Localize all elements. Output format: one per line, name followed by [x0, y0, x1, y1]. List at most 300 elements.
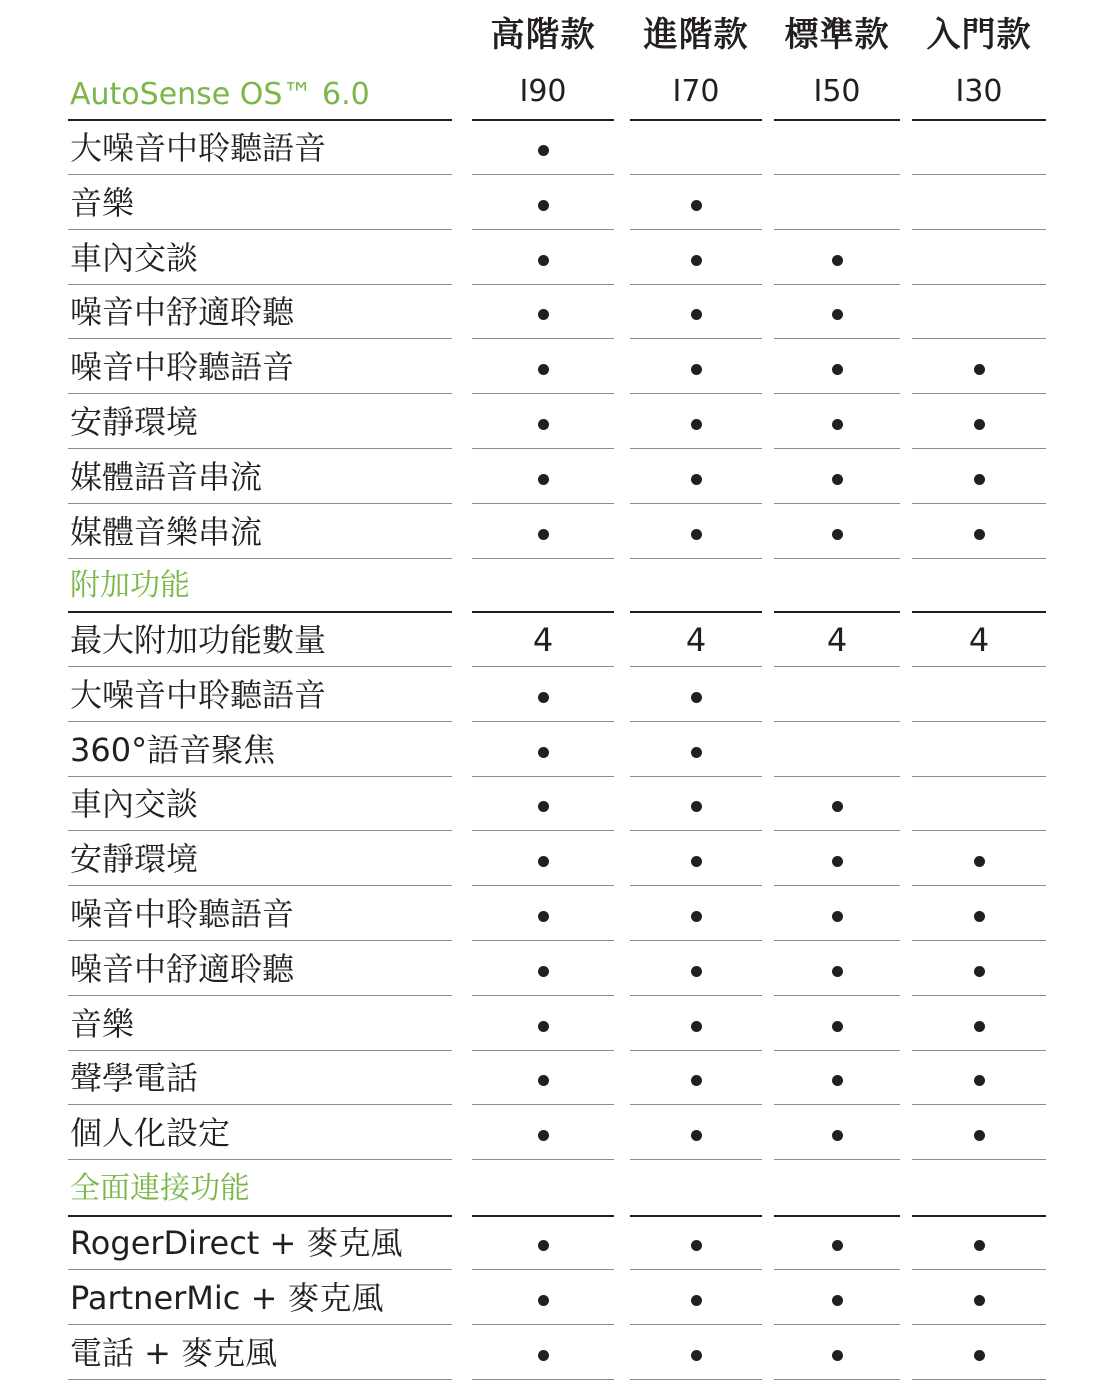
feature-cell — [939, 839, 1019, 879]
row-divider — [774, 503, 900, 504]
row-divider — [912, 666, 1046, 667]
availability-dot — [832, 364, 843, 375]
feature-label: 噪音中聆聽語音 — [70, 895, 295, 933]
availability-dot — [974, 529, 985, 540]
availability-dot — [538, 1021, 549, 1032]
row-divider — [68, 503, 452, 504]
section-title: AutoSense OS™ 6.0 — [70, 77, 370, 112]
tier-label: 進階款 — [643, 15, 749, 55]
row-divider — [472, 393, 614, 394]
feature-cell — [797, 675, 877, 715]
availability-dot — [832, 1350, 843, 1361]
row-divider — [774, 940, 900, 941]
row-divider — [472, 1050, 614, 1051]
availability-dot — [832, 1130, 843, 1141]
feature-cell — [939, 784, 1019, 824]
row-divider — [774, 666, 900, 667]
row-divider — [68, 119, 452, 121]
row-divider — [774, 611, 900, 613]
row-divider — [774, 119, 900, 121]
feature-cell — [797, 1113, 877, 1153]
feature-cell — [797, 402, 877, 442]
row-divider — [912, 119, 1046, 121]
feature-cell — [503, 347, 583, 387]
row-divider — [472, 558, 614, 559]
feature-cell — [797, 1333, 877, 1373]
row-divider — [630, 558, 762, 559]
row-divider — [912, 229, 1046, 230]
feature-cell — [656, 730, 736, 770]
row-divider — [912, 721, 1046, 722]
availability-dot — [691, 692, 702, 703]
row-divider — [774, 174, 900, 175]
row-divider — [68, 611, 452, 613]
row-divider — [774, 1050, 900, 1051]
availability-dot — [832, 1295, 843, 1306]
row-divider — [68, 721, 452, 722]
availability-dot — [832, 529, 843, 540]
row-divider — [68, 1159, 452, 1160]
feature-cell — [797, 183, 877, 223]
feature-cell — [503, 183, 583, 223]
feature-cell — [503, 1113, 583, 1153]
feature-cell — [939, 1058, 1019, 1098]
availability-dot — [691, 529, 702, 540]
availability-dot — [974, 1295, 985, 1306]
row-divider — [472, 284, 614, 285]
feature-cell — [656, 1333, 736, 1373]
row-divider — [630, 1104, 762, 1105]
availability-dot — [691, 856, 702, 867]
feature-cell — [939, 894, 1019, 934]
row-divider — [472, 776, 614, 777]
feature-cell — [656, 675, 736, 715]
row-divider — [472, 611, 614, 613]
availability-dot — [974, 1240, 985, 1251]
row-divider — [912, 558, 1046, 559]
row-divider — [472, 174, 614, 175]
row-divider — [630, 611, 762, 613]
feature-cell — [797, 730, 877, 770]
availability-dot — [832, 801, 843, 812]
availability-dot — [538, 966, 549, 977]
feature-cell — [656, 1058, 736, 1098]
feature-label: 電話 + 麥克風 — [70, 1334, 278, 1372]
feature-cell — [656, 784, 736, 824]
row-divider — [912, 338, 1046, 339]
row-divider — [912, 940, 1046, 941]
row-divider — [630, 666, 762, 667]
availability-dot — [538, 1350, 549, 1361]
row-divider — [630, 338, 762, 339]
row-divider — [68, 1215, 452, 1217]
availability-dot — [691, 1021, 702, 1032]
feature-label: 媒體語音串流 — [70, 458, 263, 496]
row-divider — [68, 229, 452, 230]
feature-cell — [939, 1004, 1019, 1044]
tier-label: 入門款 — [926, 15, 1032, 55]
feature-cell — [503, 402, 583, 442]
row-divider — [774, 1159, 900, 1160]
section-title: 全面連接功能 — [70, 1171, 250, 1206]
feature-cell — [939, 183, 1019, 223]
availability-dot — [538, 801, 549, 812]
feature-cell — [797, 1278, 877, 1318]
availability-dot — [691, 747, 702, 758]
feature-cell — [939, 1223, 1019, 1263]
availability-dot — [691, 1295, 702, 1306]
feature-label: 媒體音樂串流 — [70, 513, 263, 551]
row-divider — [472, 229, 614, 230]
row-divider — [68, 284, 452, 285]
row-divider — [472, 721, 614, 722]
availability-dot — [538, 419, 549, 430]
row-divider — [472, 830, 614, 831]
row-divider — [774, 1104, 900, 1105]
row-divider — [472, 1104, 614, 1105]
feature-cell — [939, 347, 1019, 387]
feature-cell — [656, 1113, 736, 1153]
row-divider — [68, 1269, 452, 1270]
availability-dot — [832, 1021, 843, 1032]
availability-dot — [974, 1350, 985, 1361]
availability-dot — [832, 309, 843, 320]
row-divider — [774, 448, 900, 449]
row-divider — [68, 393, 452, 394]
availability-dot — [538, 1240, 549, 1251]
tier-label: 高階款 — [490, 15, 596, 55]
availability-dot — [538, 529, 549, 540]
feature-cell — [797, 292, 877, 332]
row-divider — [912, 830, 1046, 831]
feature-cell — [503, 894, 583, 934]
row-divider — [774, 776, 900, 777]
feature-cell — [503, 1333, 583, 1373]
row-divider — [472, 1269, 614, 1270]
row-divider — [774, 885, 900, 886]
row-divider — [68, 776, 452, 777]
feature-label: 安靜環境 — [70, 840, 199, 878]
row-divider — [630, 1324, 762, 1325]
feature-label: 噪音中聆聽語音 — [70, 348, 295, 386]
row-divider — [472, 1324, 614, 1325]
availability-dot — [691, 1240, 702, 1251]
row-divider — [630, 284, 762, 285]
feature-cell — [656, 347, 736, 387]
availability-dot — [538, 856, 549, 867]
feature-cell — [656, 292, 736, 332]
availability-dot — [691, 1075, 702, 1086]
row-divider — [68, 885, 452, 886]
availability-dot — [538, 309, 549, 320]
row-divider — [774, 1324, 900, 1325]
row-divider — [774, 558, 900, 559]
availability-dot — [538, 1130, 549, 1141]
row-divider — [912, 1050, 1046, 1051]
row-divider — [472, 338, 614, 339]
feature-cell — [939, 1333, 1019, 1373]
availability-dot — [691, 911, 702, 922]
availability-dot — [974, 1130, 985, 1141]
row-divider — [68, 558, 452, 559]
availability-dot — [538, 474, 549, 485]
row-divider — [472, 119, 614, 121]
row-divider — [68, 338, 452, 339]
row-divider — [630, 1050, 762, 1051]
feature-label: 車內交談 — [70, 785, 199, 823]
feature-cell — [939, 292, 1019, 332]
row-divider — [630, 721, 762, 722]
availability-dot — [538, 255, 549, 266]
availability-dot — [538, 747, 549, 758]
availability-dot — [691, 200, 702, 211]
availability-dot — [538, 911, 549, 922]
row-divider — [472, 1215, 614, 1217]
row-divider — [912, 503, 1046, 504]
availability-dot — [691, 474, 702, 485]
feature-cell — [939, 402, 1019, 442]
feature-cell — [797, 347, 877, 387]
feature-label: 音樂 — [70, 1005, 135, 1043]
feature-cell — [939, 730, 1019, 770]
model-label: I30 — [955, 74, 1003, 109]
availability-dot — [974, 474, 985, 485]
feature-cell — [656, 128, 736, 168]
feature-cell — [656, 512, 736, 552]
feature-cell — [503, 1223, 583, 1263]
feature-cell — [503, 292, 583, 332]
row-divider — [912, 1159, 1046, 1160]
availability-dot — [832, 911, 843, 922]
feature-cell — [656, 894, 736, 934]
row-divider — [68, 1104, 452, 1105]
availability-dot — [974, 856, 985, 867]
feature-cell — [939, 457, 1019, 497]
row-divider — [912, 611, 1046, 613]
feature-cell — [503, 675, 583, 715]
feature-cell — [797, 512, 877, 552]
row-divider — [472, 1379, 614, 1380]
feature-cell — [797, 839, 877, 879]
row-divider — [774, 721, 900, 722]
row-divider — [774, 1379, 900, 1380]
row-divider — [912, 393, 1046, 394]
feature-cell — [797, 784, 877, 824]
row-divider — [912, 1104, 1046, 1105]
feature-cell — [797, 457, 877, 497]
row-divider — [774, 1215, 900, 1217]
feature-label: 音樂 — [70, 184, 135, 222]
feature-label: 大噪音中聆聽語音 — [70, 676, 327, 714]
model-label: I90 — [519, 74, 567, 109]
feature-cell: 4 — [826, 621, 848, 659]
row-divider — [630, 1215, 762, 1217]
row-divider — [630, 995, 762, 996]
feature-cell — [503, 238, 583, 278]
row-divider — [912, 1324, 1046, 1325]
row-divider — [472, 940, 614, 941]
feature-cell — [797, 128, 877, 168]
feature-cell — [797, 949, 877, 989]
feature-label: RogerDirect + 麥克風 — [70, 1224, 403, 1262]
feature-cell — [503, 1278, 583, 1318]
row-divider — [472, 666, 614, 667]
feature-label: 車內交談 — [70, 239, 199, 277]
row-divider — [630, 448, 762, 449]
feature-label: 大噪音中聆聽語音 — [70, 129, 327, 167]
row-divider — [630, 830, 762, 831]
row-divider — [912, 174, 1046, 175]
row-divider — [630, 174, 762, 175]
availability-dot — [832, 966, 843, 977]
feature-cell — [797, 1004, 877, 1044]
availability-dot — [538, 692, 549, 703]
feature-cell — [503, 1058, 583, 1098]
row-divider — [912, 995, 1046, 996]
row-divider — [68, 1050, 452, 1051]
feature-cell — [797, 1223, 877, 1263]
section-title: 附加功能 — [70, 568, 190, 603]
availability-dot — [832, 419, 843, 430]
feature-cell — [939, 1278, 1019, 1318]
availability-dot — [974, 1075, 985, 1086]
feature-cell — [939, 238, 1019, 278]
feature-cell — [503, 128, 583, 168]
row-divider — [774, 995, 900, 996]
row-divider — [630, 503, 762, 504]
availability-dot — [691, 364, 702, 375]
row-divider — [68, 666, 452, 667]
availability-dot — [538, 1075, 549, 1086]
row-divider — [68, 995, 452, 996]
availability-dot — [974, 966, 985, 977]
row-divider — [68, 1379, 452, 1380]
feature-cell — [656, 183, 736, 223]
model-label: I50 — [813, 74, 861, 109]
availability-dot — [832, 255, 843, 266]
feature-cell — [656, 949, 736, 989]
row-divider — [630, 885, 762, 886]
feature-cell — [503, 784, 583, 824]
row-divider — [774, 830, 900, 831]
availability-dot — [538, 145, 549, 156]
availability-dot — [832, 1240, 843, 1251]
availability-dot — [974, 911, 985, 922]
availability-dot — [974, 1021, 985, 1032]
feature-cell — [656, 402, 736, 442]
row-divider — [68, 448, 452, 449]
feature-label: 聲學電話 — [70, 1059, 199, 1097]
feature-cell — [503, 1004, 583, 1044]
feature-cell — [939, 949, 1019, 989]
availability-dot — [691, 309, 702, 320]
row-divider — [912, 448, 1046, 449]
feature-cell — [503, 730, 583, 770]
tier-label: 標準款 — [784, 15, 890, 55]
feature-cell — [939, 128, 1019, 168]
row-divider — [472, 995, 614, 996]
row-divider — [912, 1215, 1046, 1217]
row-divider — [630, 393, 762, 394]
availability-dot — [691, 801, 702, 812]
feature-label: 最大附加功能數量 — [70, 621, 327, 659]
availability-dot — [691, 966, 702, 977]
row-divider — [912, 284, 1046, 285]
row-divider — [774, 338, 900, 339]
feature-label: 安靜環境 — [70, 403, 199, 441]
row-divider — [630, 1159, 762, 1160]
row-divider — [472, 503, 614, 504]
row-divider — [774, 229, 900, 230]
availability-dot — [974, 419, 985, 430]
row-divider — [630, 776, 762, 777]
feature-cell — [797, 1058, 877, 1098]
feature-cell — [656, 1223, 736, 1263]
row-divider — [68, 940, 452, 941]
row-divider — [472, 1159, 614, 1160]
feature-cell — [503, 839, 583, 879]
feature-cell — [656, 839, 736, 879]
feature-label: 360°語音聚焦 — [70, 731, 276, 769]
row-divider — [68, 1324, 452, 1325]
row-divider — [912, 1269, 1046, 1270]
row-divider — [630, 229, 762, 230]
feature-cell — [656, 1004, 736, 1044]
row-divider — [912, 1379, 1046, 1380]
availability-dot — [691, 1130, 702, 1141]
availability-dot — [832, 474, 843, 485]
feature-cell — [939, 512, 1019, 552]
feature-cell — [797, 894, 877, 934]
row-divider — [630, 940, 762, 941]
feature-label: 噪音中舒適聆聽 — [70, 293, 295, 331]
row-divider — [774, 284, 900, 285]
availability-dot — [691, 419, 702, 430]
row-divider — [472, 448, 614, 449]
feature-cell — [797, 238, 877, 278]
row-divider — [912, 885, 1046, 886]
feature-cell: 4 — [532, 621, 554, 659]
feature-cell — [503, 949, 583, 989]
feature-cell: 4 — [685, 621, 707, 659]
feature-cell: 4 — [968, 621, 990, 659]
row-divider — [630, 1379, 762, 1380]
feature-cell — [939, 1113, 1019, 1153]
row-divider — [912, 776, 1046, 777]
feature-cell — [656, 1278, 736, 1318]
feature-label: PartnerMic + 麥克風 — [70, 1279, 384, 1317]
row-divider — [472, 885, 614, 886]
row-divider — [774, 1269, 900, 1270]
availability-dot — [691, 255, 702, 266]
availability-dot — [974, 364, 985, 375]
feature-cell — [656, 457, 736, 497]
availability-dot — [832, 1075, 843, 1086]
availability-dot — [691, 1350, 702, 1361]
feature-label: 噪音中舒適聆聽 — [70, 950, 295, 988]
row-divider — [68, 830, 452, 831]
feature-cell — [503, 512, 583, 552]
availability-dot — [538, 364, 549, 375]
feature-cell — [503, 457, 583, 497]
availability-dot — [538, 200, 549, 211]
model-label: I70 — [672, 74, 720, 109]
row-divider — [630, 1269, 762, 1270]
availability-dot — [538, 1295, 549, 1306]
row-divider — [68, 174, 452, 175]
feature-cell — [656, 238, 736, 278]
availability-dot — [832, 856, 843, 867]
